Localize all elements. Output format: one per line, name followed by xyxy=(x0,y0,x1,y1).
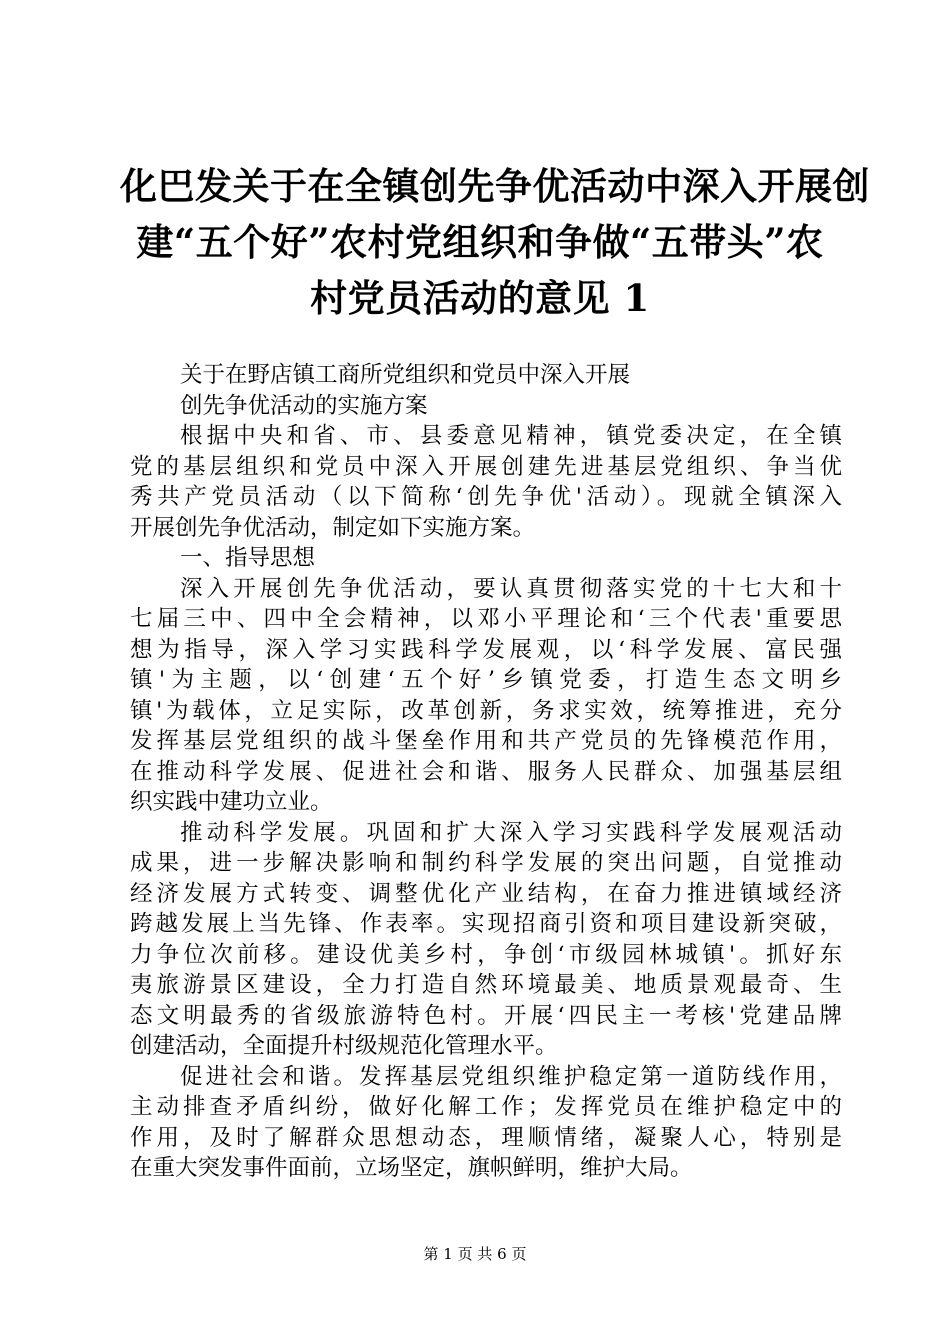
body-line: 开展创先争优活动，制定如下实施方案。 xyxy=(130,514,536,541)
body-line: 主动排查矛盾纠纷，做好化解工作；发挥党员在维护稳定中的 xyxy=(130,1094,842,1120)
body-line: 镇'为主题，以‘创建‘五个好’乡镇党委，打造生态文明乡 xyxy=(130,667,842,693)
body-line: 夷旅游景区建设，全力打造自然环境最美、地质景观最奇、生 xyxy=(130,972,842,998)
body-line: 促进社会和谐。发挥基层党组织维护稳定第一道防线作用， xyxy=(180,1063,842,1090)
title-line: 建“五个好”农村党组织和争做“五带头”农 xyxy=(136,220,824,264)
body-line: 成果，进一步解决影响和制约科学发展的突出问题，自觉推动 xyxy=(130,850,842,876)
body-line: 党的基层组织和党员中深入开展创建先进基层党组织、争当优 xyxy=(130,453,842,480)
title-line: 化巴发关于在全镇创先争优活动中深入开展创 xyxy=(120,164,870,208)
body-line: 想为指导，深入学习实践科学发展观，以‘科学发展、富民强 xyxy=(130,636,842,663)
page-footer: 第 1 页 共 6 页 xyxy=(423,1245,527,1263)
body-line: 跨越发展上当先锋、作表率。实现招商引资和项目建设新突破， xyxy=(130,911,842,937)
body-line: 七届三中、四中全会精神，以邓小平理论和‘三个代表'重要思 xyxy=(130,606,842,632)
body-line: 在重大突发事件面前，立场坚定，旗帜鲜明，维护大局。 xyxy=(130,1155,693,1181)
body-line: 发挥基层党组织的战斗堡垒作用和共产党员的先锋模范作用， xyxy=(130,728,842,754)
body-line: 秀共产党员活动（以下简称‘创先争优'活动）。现就全镇深入 xyxy=(130,484,842,510)
body-line: 织实践中建功立业。 xyxy=(130,789,333,815)
body-line: 创建活动，全面提升村级规范化管理水平。 xyxy=(130,1033,558,1059)
section-heading: 一、指导思想 xyxy=(180,545,316,571)
document-title xyxy=(120,158,870,326)
body-line: 关于在野店镇工商所党组织和党员中深入开展 xyxy=(180,362,631,388)
body-line: 根据中央和省、市、县委意见精神，镇党委决定，在全镇 xyxy=(180,423,842,449)
body-line: 推动科学发展。巩固和扩大深入学习实践科学发展观活动 xyxy=(180,819,842,846)
body-line: 在推动科学发展、促进社会和谐、服务人民群众、加强基层组 xyxy=(130,758,842,785)
body-line: 力争位次前移。建设优美乡村，争创‘市级园林城镇'。抓好东 xyxy=(130,941,842,968)
document-body xyxy=(130,360,842,1184)
body-line: 镇'为载体，立足实际，改革创新，务求实效，统筹推进，充分 xyxy=(130,697,842,724)
body-line: 作用，及时了解群众思想动态，理顺情绪，凝聚人心，特别是 xyxy=(130,1124,842,1151)
body-line: 态文明最秀的省级旅游特色村。开展‘四民主一考核'党建品牌 xyxy=(130,1002,842,1029)
body-line: 创先争优活动的实施方案 xyxy=(180,392,428,419)
body-line: 深入开展创先争优活动，要认真贯彻落实党的十七大和十 xyxy=(180,575,842,602)
body-line: 经济发展方式转变、调整优化产业结构，在奋力推进镇域经济 xyxy=(130,880,842,907)
title-line: 村党员活动的意见 1 xyxy=(310,276,650,320)
